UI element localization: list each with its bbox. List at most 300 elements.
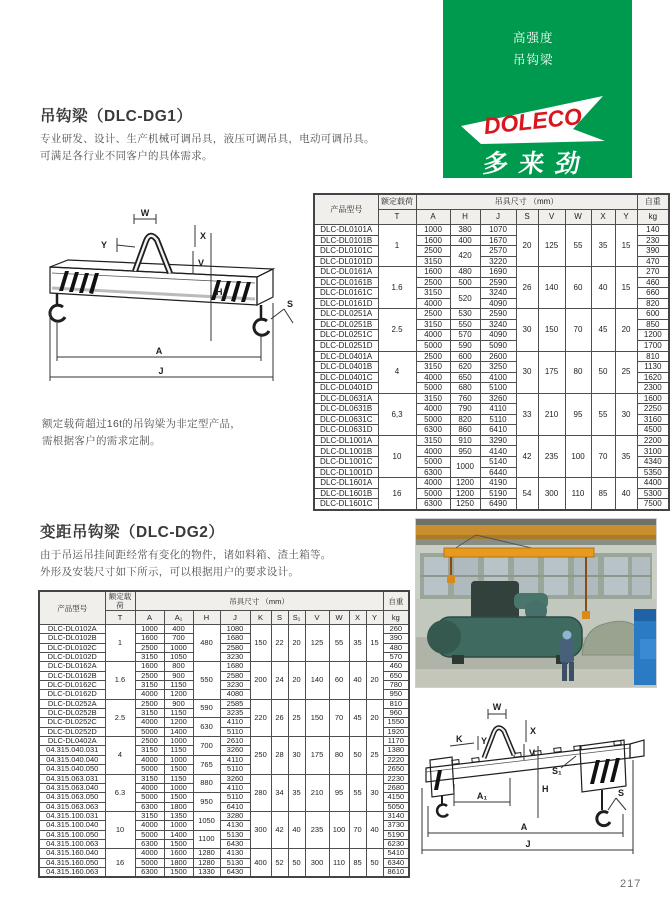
table-cell: DLC-DL0252C xyxy=(39,718,105,727)
table-cell: 40 xyxy=(615,478,637,510)
table-cell: 3150 xyxy=(416,288,450,299)
table-cell: 570 xyxy=(383,653,409,662)
table-cell: 700 xyxy=(193,737,220,756)
table-cell: 6,3 xyxy=(378,393,416,435)
table-cell: 6440 xyxy=(480,467,516,478)
section1-desc-line1: 专业研发、设计、生产机械可调吊具，液压可调吊具，电动可调吊具。 xyxy=(40,133,375,145)
table-cell: 5140 xyxy=(480,457,516,468)
table-cell: 660 xyxy=(637,288,669,299)
table-cell: 2580 xyxy=(220,643,250,652)
table-cell: 26 xyxy=(271,699,288,736)
table-row xyxy=(314,393,669,404)
dg2-dimension-drawing xyxy=(418,698,668,878)
table-cell: 3150 xyxy=(416,362,450,373)
table-cell: 5190 xyxy=(480,488,516,499)
table-cell: DLC-DL0252D xyxy=(39,727,105,736)
table-cell: 4000 xyxy=(416,372,450,383)
table-cell: 5000 xyxy=(416,457,450,468)
table-cell: 2590 xyxy=(480,277,516,288)
dim-label-s: S xyxy=(287,299,294,309)
table-cell: 3260 xyxy=(480,393,516,404)
page-number: 217 xyxy=(620,878,642,890)
table-cell: 04.315.063.040 xyxy=(39,783,105,792)
table-cell: 5000 xyxy=(416,414,450,425)
table-cell: 765 xyxy=(193,755,220,774)
table-cell: 1550 xyxy=(383,718,409,727)
dim-label-x: X xyxy=(200,231,207,241)
table-cell: 5000 xyxy=(416,383,450,394)
table-cell: 80 xyxy=(329,737,349,774)
table-cell: 460 xyxy=(637,277,669,288)
table-cell: 60 xyxy=(329,662,349,699)
table-cell: 235 xyxy=(538,435,565,477)
table-row xyxy=(39,625,409,634)
t1-sub-header: V xyxy=(538,210,565,225)
dim-label-v: V xyxy=(198,258,205,268)
table-cell: 270 xyxy=(637,267,669,278)
t2-sub-header: A xyxy=(135,611,164,625)
table-cell: 3160 xyxy=(637,414,669,425)
table-cell: 4130 xyxy=(220,849,250,858)
table-cell: 1130 xyxy=(637,362,669,373)
table-cell: 55 xyxy=(565,225,591,267)
table-cell: 5100 xyxy=(480,383,516,394)
table-row xyxy=(314,309,669,320)
t2-col-header-dims: 吊具尺寸 （mm） xyxy=(135,591,383,611)
table-cell: 4110 xyxy=(220,755,250,764)
table-cell: 4110 xyxy=(220,718,250,727)
table-cell: 1 xyxy=(105,625,135,662)
table-cell: 3240 xyxy=(480,288,516,299)
table-cell: 04.315.100.040 xyxy=(39,821,105,830)
table-cell: 5410 xyxy=(383,849,409,858)
t2-sub-header: W xyxy=(329,611,349,625)
table-cell: 4000 xyxy=(416,446,450,457)
table-cell: 2580 xyxy=(220,671,250,680)
table-cell: 1070 xyxy=(480,225,516,236)
table-cell: 4100 xyxy=(480,372,516,383)
table-cell: 5110 xyxy=(220,765,250,774)
table-cell: 1330 xyxy=(193,867,220,877)
dim-label-a: A xyxy=(520,822,528,832)
t1-sub-header: H xyxy=(450,210,480,225)
t2-sub-header: K xyxy=(250,611,271,625)
table-cell: 620 xyxy=(450,362,480,373)
table-cell: 3230 xyxy=(220,681,250,690)
table-row xyxy=(39,699,409,708)
table-cell: 590 xyxy=(193,699,220,718)
table-cell: 6410 xyxy=(220,802,250,811)
table-cell: 55 xyxy=(349,774,366,811)
table-cell: 60 xyxy=(565,267,591,309)
table-cell: 590 xyxy=(450,341,480,352)
table-row xyxy=(39,662,409,671)
table-cell: 04.315.040.031 xyxy=(39,746,105,755)
table-cell: 6230 xyxy=(383,839,409,848)
table-cell: 35 xyxy=(288,774,305,811)
table-cell: 1600 xyxy=(135,634,164,643)
table-cell: 140 xyxy=(305,662,329,699)
table-cell: 3230 xyxy=(220,653,250,662)
table-cell: 1920 xyxy=(383,727,409,736)
table-cell: DLC-DL1001B xyxy=(314,446,378,457)
table-cell: 26 xyxy=(516,267,538,309)
table-cell: 2250 xyxy=(637,404,669,415)
table-cell: 110 xyxy=(565,478,591,510)
table-cell: 150 xyxy=(250,625,271,662)
table-cell: 5000 xyxy=(135,793,164,802)
table-cell: 5000 xyxy=(135,765,164,774)
table-cell: 300 xyxy=(538,478,565,510)
table-cell: 70 xyxy=(349,811,366,848)
table-cell: 6300 xyxy=(135,839,164,848)
table-cell: 400 xyxy=(450,235,480,246)
table-cell: DLC-DL0162B xyxy=(39,671,105,680)
dim-label-j: J xyxy=(158,366,164,376)
table-cell: 300 xyxy=(250,811,271,848)
table-cell: 4 xyxy=(105,737,135,774)
table-cell: 15 xyxy=(615,225,637,267)
table-row xyxy=(314,225,669,236)
table-cell: 110 xyxy=(329,849,349,878)
table-cell: 2610 xyxy=(220,737,250,746)
table-cell: 1670 xyxy=(480,235,516,246)
table-cell: DLC-DL1001C xyxy=(314,457,378,468)
section2-desc-line2: 外形及安装尺寸如下所示，可以根据用户的要求设计。 xyxy=(40,566,300,578)
table-cell: 175 xyxy=(538,351,565,393)
table-cell: 1600 xyxy=(637,393,669,404)
table-cell: 910 xyxy=(450,435,480,446)
dim-label-x: X xyxy=(530,726,537,736)
banner-line-1: 高强度 xyxy=(513,31,554,45)
table-cell: 1200 xyxy=(164,718,193,727)
table-cell: 3100 xyxy=(637,446,669,457)
table-cell: 1800 xyxy=(164,802,193,811)
table-cell: DLC-DL1601B xyxy=(314,488,378,499)
table-cell: 960 xyxy=(383,709,409,718)
table-cell: DLC-DL0102D xyxy=(39,653,105,662)
table-cell: 3260 xyxy=(220,774,250,783)
table-cell: 860 xyxy=(450,425,480,436)
table-cell: 1170 xyxy=(383,737,409,746)
table-cell: 260 xyxy=(383,625,409,634)
table-cell: 6300 xyxy=(416,499,450,510)
table-cell: 1380 xyxy=(383,746,409,755)
table-cell: 3150 xyxy=(135,774,164,783)
table-cell: 230 xyxy=(637,235,669,246)
t2-col-header-load: 额定载荷 xyxy=(105,591,135,611)
table-cell: 4000 xyxy=(416,478,450,489)
table-cell: 1150 xyxy=(164,709,193,718)
table-cell: 280 xyxy=(250,774,271,811)
table-cell: 140 xyxy=(637,225,669,236)
table-cell: 4140 xyxy=(480,446,516,457)
brand-name: DOLECO xyxy=(482,102,584,140)
section2-desc-line1: 由于吊运吊挂间距经常有变化的物件，诸如料箱、渣土箱等。 xyxy=(40,549,332,561)
table-cell: DLC-DL0251A xyxy=(314,309,378,320)
t1-sub-header: S xyxy=(516,210,538,225)
table-cell: 50 xyxy=(366,849,383,878)
table-cell: 650 xyxy=(383,671,409,680)
table-cell: 1500 xyxy=(164,867,193,877)
table-cell: DLC-DL0101B xyxy=(314,235,378,246)
blue-equipment xyxy=(634,609,656,685)
table-cell: 1150 xyxy=(164,746,193,755)
table-cell: 1250 xyxy=(450,499,480,510)
table-cell: 4150 xyxy=(383,793,409,802)
section2-title: 变距吊钩梁（DLC-DG2） xyxy=(40,524,225,541)
table-cell: 28 xyxy=(271,737,288,774)
dim-label-w: W xyxy=(492,702,502,712)
table-cell: DLC-DL0101A xyxy=(314,225,378,236)
t1-sub-header: kg xyxy=(637,210,669,225)
table-cell: 40 xyxy=(288,811,305,848)
table-cell: 150 xyxy=(538,309,565,351)
table-cell: 30 xyxy=(288,737,305,774)
table-cell: DLC-DL0161C xyxy=(314,288,378,299)
table-cell: 4110 xyxy=(220,783,250,792)
spec-table-dg2 xyxy=(38,590,410,878)
table-cell: 1620 xyxy=(637,372,669,383)
table-cell: DLC-DL0631C xyxy=(314,414,378,425)
table-cell: 4130 xyxy=(220,821,250,830)
table-cell: 40 xyxy=(591,267,615,309)
table-cell: 4000 xyxy=(135,783,164,792)
table-cell: 7500 xyxy=(637,499,669,510)
table-row xyxy=(39,849,409,858)
table-cell: 1200 xyxy=(450,478,480,489)
table-cell: 800 xyxy=(164,662,193,671)
table-cell: 1000 xyxy=(135,625,164,634)
section1-note-line1: 额定载荷超过16t的吊钩梁为非定型产品， xyxy=(42,418,242,430)
table-cell: 55 xyxy=(591,393,615,435)
table-cell: 700 xyxy=(164,634,193,643)
table-cell: DLC-DL0102A xyxy=(39,625,105,634)
table-cell: 1600 xyxy=(164,849,193,858)
table-cell: DLC-DL0631D xyxy=(314,425,378,436)
dim-label-s: S xyxy=(618,788,625,798)
table-cell: 3150 xyxy=(135,653,164,662)
top-right-banner xyxy=(443,0,632,178)
table-cell: 2230 xyxy=(383,774,409,783)
table-cell: 390 xyxy=(637,246,669,257)
brand-chinese-name: 多来劲 xyxy=(481,150,594,178)
dim-label-h: H xyxy=(542,784,549,794)
table-cell: 10 xyxy=(378,435,416,477)
table-cell: 5000 xyxy=(135,830,164,839)
table-cell: 820 xyxy=(637,298,669,309)
table-cell: 600 xyxy=(637,309,669,320)
t2-sub-header: A₁ xyxy=(164,611,193,625)
table-cell: 6.3 xyxy=(105,774,135,811)
table-cell: 5050 xyxy=(383,802,409,811)
table-cell: 42 xyxy=(271,811,288,848)
table-cell: 1200 xyxy=(164,690,193,699)
table-cell: 530 xyxy=(450,309,480,320)
dim-label-s1: S₁ xyxy=(552,766,562,776)
table-cell: 1000 xyxy=(164,643,193,652)
table-cell: 5110 xyxy=(220,793,250,802)
table-cell: DLC-DL0631B xyxy=(314,404,378,415)
table-cell: 16 xyxy=(378,478,416,510)
t2-sub-header: S₁ xyxy=(288,611,305,625)
table-cell: 1150 xyxy=(164,681,193,690)
table-cell: DLC-DL0101D xyxy=(314,256,378,267)
t1-col-header-dims: 吊具尺寸 （mm） xyxy=(416,194,637,210)
dim-label-w: W xyxy=(140,208,150,218)
table-cell: 45 xyxy=(349,699,366,736)
table-cell: 3150 xyxy=(135,746,164,755)
t1-col-header-model: 产品型号 xyxy=(314,194,378,225)
table-cell: 810 xyxy=(637,351,669,362)
table-cell: 5110 xyxy=(220,727,250,736)
table-cell: DLC-DL0162C xyxy=(39,681,105,690)
table-cell: 880 xyxy=(193,774,220,793)
table-cell: DLC-DL0631A xyxy=(314,393,378,404)
table-cell: 1500 xyxy=(164,793,193,802)
table-cell: 04.315.100.050 xyxy=(39,830,105,839)
table-cell: DLC-DL1601A xyxy=(314,478,378,489)
table-cell: 6300 xyxy=(416,467,450,478)
t1-sub-header: W xyxy=(565,210,591,225)
table-cell: 70 xyxy=(329,699,349,736)
table-cell: 8610 xyxy=(383,867,409,877)
table-cell: 175 xyxy=(305,737,329,774)
table-cell: 780 xyxy=(383,681,409,690)
table-cell: 25 xyxy=(288,699,305,736)
table-cell: 04.315.160.040 xyxy=(39,849,105,858)
application-photo-scene xyxy=(416,519,656,687)
table-cell: 150 xyxy=(305,699,329,736)
t2-col-header-model: 产品型号 xyxy=(39,591,105,625)
section1-title: 吊钩梁（DLC-DG1） xyxy=(40,108,193,125)
table-cell: 4500 xyxy=(637,425,669,436)
table-cell: 2500 xyxy=(416,351,450,362)
t2-sub-header: H xyxy=(193,611,220,625)
table-cell: 5130 xyxy=(220,830,250,839)
table-cell: 95 xyxy=(565,393,591,435)
table-cell: 70 xyxy=(565,309,591,351)
table-cell: 04.315.040.040 xyxy=(39,755,105,764)
table-cell: 04.315.160.063 xyxy=(39,867,105,877)
application-photo xyxy=(415,518,657,688)
table-cell: 480 xyxy=(383,643,409,652)
table-cell: 550 xyxy=(193,662,220,699)
table-cell: 200 xyxy=(250,662,271,699)
table-cell: 420 xyxy=(450,246,480,267)
table-cell: 04.315.063.050 xyxy=(39,793,105,802)
table-cell: 850 xyxy=(637,319,669,330)
table-row xyxy=(314,351,669,362)
table-cell: 6300 xyxy=(135,867,164,877)
table-cell: 6300 xyxy=(135,802,164,811)
table-cell: 3140 xyxy=(383,811,409,820)
table-row xyxy=(39,774,409,783)
table-cell: 42 xyxy=(516,435,538,477)
table-cell: 220 xyxy=(250,699,271,736)
table-cell: 3280 xyxy=(220,811,250,820)
dg1-dimension-drawing xyxy=(35,205,305,400)
table-cell: 1000 xyxy=(164,821,193,830)
table-cell: 460 xyxy=(383,662,409,671)
table-cell: 55 xyxy=(329,625,349,662)
table-cell: 2590 xyxy=(480,309,516,320)
table-cell: 04.315.100.063 xyxy=(39,839,105,848)
t1-sub-header: A xyxy=(416,210,450,225)
table-cell: 1000 xyxy=(164,783,193,792)
table-cell: 6430 xyxy=(220,839,250,848)
table-cell: 2500 xyxy=(135,699,164,708)
dim-label-v: V xyxy=(529,748,536,758)
table-cell: 4340 xyxy=(637,457,669,468)
table-cell: 34 xyxy=(271,774,288,811)
table-cell: DLC-DL0101C xyxy=(314,246,378,257)
left-hook xyxy=(50,293,65,321)
table-cell: 5190 xyxy=(383,830,409,839)
dim-label-h: H xyxy=(216,287,223,297)
table-cell: 3730 xyxy=(383,821,409,830)
table-cell: 20 xyxy=(288,662,305,699)
table-cell: 5000 xyxy=(135,727,164,736)
table-cell: 15 xyxy=(615,267,637,309)
table-cell: 20 xyxy=(366,699,383,736)
table-cell: 2570 xyxy=(480,246,516,257)
table-cell: 6340 xyxy=(383,858,409,867)
table-cell: 52 xyxy=(271,849,288,878)
table-cell: 95 xyxy=(329,774,349,811)
table-cell: 70 xyxy=(591,435,615,477)
table-cell: 900 xyxy=(164,671,193,680)
table-cell: 1690 xyxy=(480,267,516,278)
table-cell: 40 xyxy=(366,811,383,848)
dim-label-j: J xyxy=(525,839,531,849)
table-cell: 790 xyxy=(450,404,480,415)
table-cell: DLC-DL0161B xyxy=(314,277,378,288)
table-cell: 760 xyxy=(450,393,480,404)
t1-sub-header: J xyxy=(480,210,516,225)
table-cell: DLC-DL0252B xyxy=(39,709,105,718)
dim-label-y: Y xyxy=(481,736,488,746)
table-cell: 3290 xyxy=(480,435,516,446)
table-cell: 2650 xyxy=(383,765,409,774)
table-cell: 390 xyxy=(383,634,409,643)
table-cell: 4090 xyxy=(480,330,516,341)
table-cell: 6300 xyxy=(416,425,450,436)
dim-label-a1: A₁ xyxy=(476,791,488,801)
table-cell: 5090 xyxy=(480,341,516,352)
dim-label-k: K xyxy=(456,734,463,744)
table-cell: 30 xyxy=(516,309,538,351)
table-cell: 3235 xyxy=(220,709,250,718)
table-cell: 3220 xyxy=(480,256,516,267)
banner-line-2: 吊钩梁 xyxy=(513,53,554,67)
table-cell: 1350 xyxy=(164,811,193,820)
table-cell: 04.315.063.063 xyxy=(39,802,105,811)
t1-sub-header: T xyxy=(378,210,416,225)
table-cell: 3150 xyxy=(416,319,450,330)
table-cell: 1600 xyxy=(416,267,450,278)
table-cell: 520 xyxy=(450,288,480,309)
table-cell: 380 xyxy=(450,225,480,236)
table-cell: 125 xyxy=(538,225,565,267)
table-cell: 20 xyxy=(288,625,305,662)
table-cell: DLC-DL0401C xyxy=(314,372,378,383)
table-cell: 4000 xyxy=(416,298,450,309)
table-cell: 3260 xyxy=(220,746,250,755)
table-cell: DLC-DL0102B xyxy=(39,634,105,643)
table-cell: 4000 xyxy=(416,330,450,341)
table-cell: 2200 xyxy=(637,435,669,446)
